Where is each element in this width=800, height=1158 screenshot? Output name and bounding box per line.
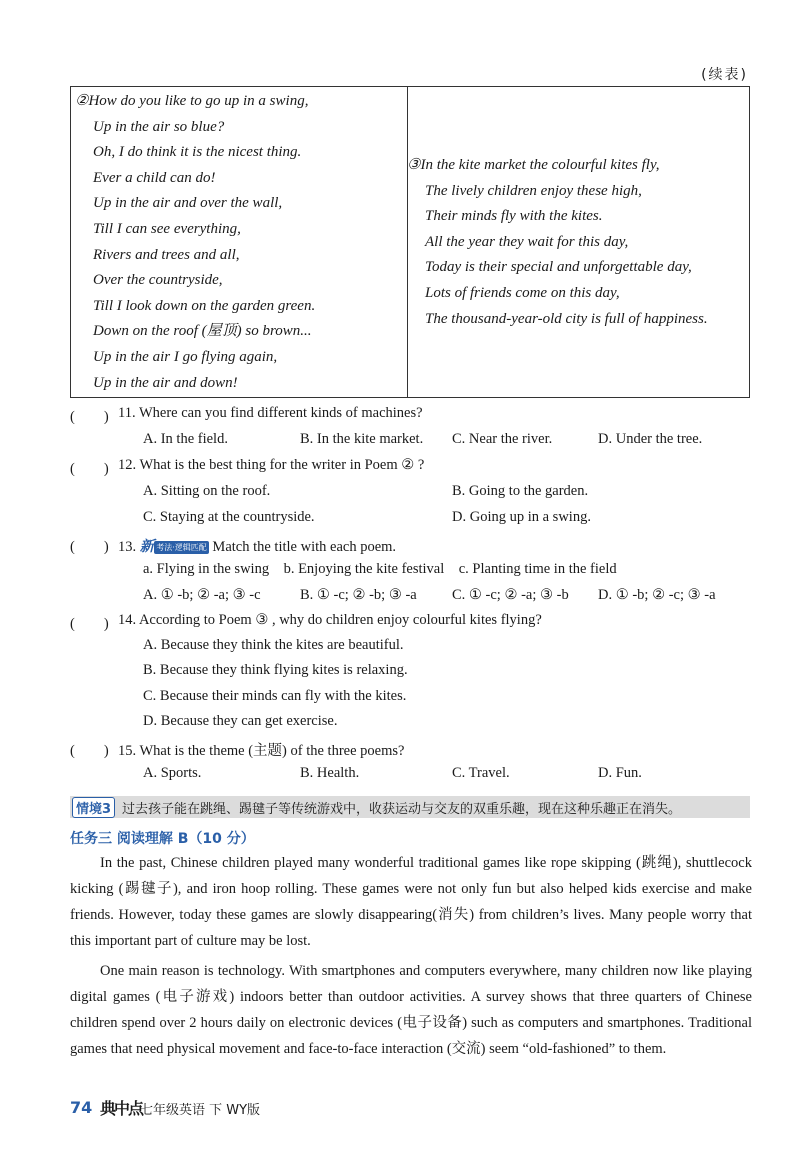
poem2-line: Over the countryside, xyxy=(93,272,223,289)
passage-paragraph: One main reason is technology. With smartphones and computers everywhere, many children now like playing digital games (电子游戏) indoors better than outdoor activities. A survey shows that three quarters of Chinese children spend over 2 hours daily on electronic devices (电子设备) such as computers and smartphones. Traditional games that need physical movement and face-to-face interaction (交流) seem “old-fashioned” to them. xyxy=(70,963,752,1057)
question-text: What is the theme (主题) of the three poems? xyxy=(139,743,405,759)
book-title: 七年级英语 下 WY版 xyxy=(140,1103,261,1118)
question-14 xyxy=(118,612,542,629)
option-b[interactable]: B. Going to the garden. xyxy=(452,483,589,499)
poem3-line: Lots of friends come on this day, xyxy=(425,284,620,301)
answer-blank[interactable]: ( ) xyxy=(70,539,109,555)
scene-banner xyxy=(70,796,750,818)
poem2-line: Down on the roof (屋顶) so brown... xyxy=(93,323,312,340)
option-b[interactable]: B. ① -c; ② -b; ③ -a xyxy=(300,587,417,603)
poem2-line: ②How do you like to go up in a swing, xyxy=(75,93,309,109)
question-text: What is the best thing for the writer in Poem ② ? xyxy=(139,457,425,473)
new-method-mark: 新 xyxy=(139,539,155,555)
answer-blank[interactable]: ( ) xyxy=(70,616,109,632)
option-c[interactable]: C. Because their minds can fly with the kites. xyxy=(143,688,407,704)
option-d[interactable]: D. Fun. xyxy=(598,765,642,781)
option-d[interactable]: D. Going up in a swing. xyxy=(452,509,591,525)
scene-text: 过去孩子能在跳绳、踢毽子等传统游戏中，收获运动与交友的双重乐趣，现在这种乐趣正在消失。 xyxy=(122,802,682,817)
question-12 xyxy=(118,457,424,474)
question-number: 11. xyxy=(118,405,136,421)
question-number: 14. xyxy=(118,612,137,628)
continued-label: (续表) xyxy=(701,67,748,83)
question-number: 13. xyxy=(118,539,137,555)
option-b[interactable]: B. Health. xyxy=(300,765,360,781)
poem2-line: Up in the air and down! xyxy=(93,374,238,391)
poem2-line: Up in the air I go flying again, xyxy=(93,348,278,365)
option-b[interactable]: B. In the kite market. xyxy=(300,431,424,447)
option-c[interactable]: C. Near the river. xyxy=(452,431,553,447)
question-15 xyxy=(118,739,404,760)
option-b[interactable]: B. Because they think flying kites is relaxing. xyxy=(143,662,408,678)
option-a[interactable]: A. Sports. xyxy=(143,765,202,781)
poem2-line: Up in the air and over the wall, xyxy=(93,195,283,212)
poem2-line: Till I can see everything, xyxy=(93,220,241,237)
question-number: 12. xyxy=(118,457,137,473)
passage-paragraph: In the past, Chinese children played many wonderful traditional games like rope skipping (跳绳), shuttlecock kicking (踢毽子), and iron hoop rolling. These games were not only fun but also helped kids exercise and make friends. However, today these games are slowly disappearing(消失) from children’s lives. Many people worry that this important part of culture may be lost. xyxy=(70,855,752,949)
poem2-line: Up in the air so blue? xyxy=(93,118,225,135)
poem3-line: The lively children enjoy these high, xyxy=(425,182,642,199)
method-badge xyxy=(154,541,209,554)
question-11 xyxy=(118,405,423,422)
passage xyxy=(70,850,752,1062)
page-number: 74 xyxy=(70,1098,93,1117)
scene-label: 情境3 xyxy=(72,797,115,818)
poem3-line: ③In the kite market the colourful kites fly, xyxy=(407,157,660,173)
option-a[interactable]: A. In the field. xyxy=(143,431,228,447)
option-a[interactable]: A. Because they think the kites are beautiful. xyxy=(143,637,404,653)
question-13 xyxy=(118,535,396,556)
answer-blank[interactable]: ( ) xyxy=(70,743,109,759)
poem3-line: Their minds fly with the kites. xyxy=(425,208,603,225)
option-d[interactable]: D. ① -b; ② -c; ③ -a xyxy=(598,587,716,603)
poem-titles: a. Flying in the swing b. Enjoying the kite festival c. Planting time in the field xyxy=(143,561,617,577)
option-c[interactable]: C. ① -c; ② -a; ③ -b xyxy=(452,587,569,603)
poem3-line: Today is their special and unforgettable day, xyxy=(425,259,692,276)
answer-blank[interactable]: ( ) xyxy=(70,409,109,425)
question-text: Where can you find different kinds of machines? xyxy=(138,405,423,421)
poem2-line: Oh, I do think it is the nicest thing. xyxy=(93,144,302,161)
answer-blank[interactable]: ( ) xyxy=(70,461,109,477)
poem3-line: The thousand-year-old city is full of happiness. xyxy=(425,310,708,327)
task-title: 任务三 阅读理解 B（10 分） xyxy=(70,831,255,847)
method-badge-sub: ·逻辑匹配 xyxy=(172,543,207,553)
option-d[interactable]: D. Under the tree. xyxy=(598,431,703,447)
question-number: 15. xyxy=(118,743,137,759)
question-text: Match the title with each poem. xyxy=(212,539,397,555)
question-text: According to Poem ③ , why do children enjoy colourful kites flying? xyxy=(138,612,542,628)
poem3-line: All the year they wait for this day, xyxy=(425,233,629,250)
option-c[interactable]: C. Staying at the countryside. xyxy=(143,509,315,525)
poem2-line: Rivers and trees and all, xyxy=(93,246,240,263)
poem-table xyxy=(70,86,750,398)
method-badge-text: 考法 xyxy=(156,543,173,553)
poem2-line: Till I look down on the garden green. xyxy=(93,297,316,314)
poem-3 xyxy=(407,153,708,332)
option-a[interactable]: A. ① -b; ② -a; ③ -c xyxy=(143,587,261,603)
poem-2 xyxy=(75,89,315,396)
option-c[interactable]: C. Travel. xyxy=(452,765,510,781)
option-d[interactable]: D. Because they can get exercise. xyxy=(143,713,338,729)
option-a[interactable]: A. Sitting on the roof. xyxy=(143,483,271,499)
poem2-line: Ever a child can do! xyxy=(93,169,216,186)
brand-logo: 典中点 xyxy=(100,1099,143,1118)
